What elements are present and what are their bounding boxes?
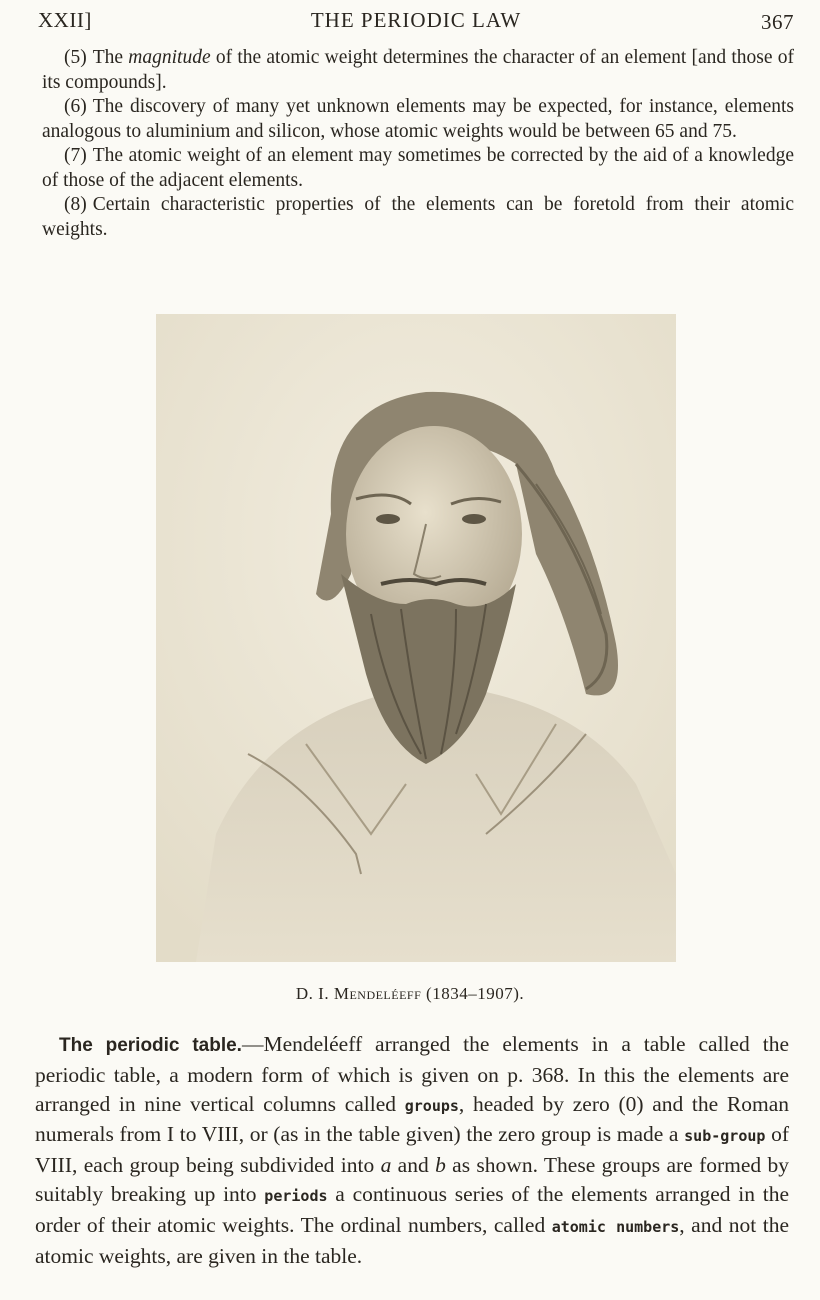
key-term: periods <box>264 1186 328 1205</box>
rule-item: (8) Certain characteristic properties of the elements can be foretold from their atomic weights. <box>42 194 794 240</box>
numbered-rules <box>42 46 794 242</box>
body-paragraph: The periodic table.—Mendeléeff arranged the elements in a table called the periodic table, a modern form of which is given on p. 368. In this the elements are arranged in nine vertical columns called groups, headed by zero (0) and the Roman numerals from I to VIII, or (as in the table given) the zero group is made a sub-group of VIII, each group being subdivided into a and b as shown. These groups are formed by suitably breaking up into periods a continuous series of the elements arranged in the order of their atomic weights. The ordinal numbers, called atomic numbers, and not the atomic weights, are given in the table. <box>35 1032 790 1268</box>
italic-term: magnitude <box>128 47 211 68</box>
rule-number: (8) <box>64 194 87 215</box>
rule-item: (7) The atomic weight of an element may sometimes be corrected by the aid of a knowledge of those of the adjacent elements. <box>42 145 794 191</box>
chapter-number: XXII] <box>38 8 92 32</box>
rule-number: (6) <box>64 96 87 117</box>
portrait-illustration <box>156 314 676 962</box>
running-header <box>38 8 794 38</box>
key-term: atomic numbers <box>551 1217 680 1236</box>
running-title: THE PERIODIC LAW <box>310 8 522 32</box>
section-heading: The periodic table. <box>59 1035 242 1056</box>
key-term: groups <box>404 1096 459 1115</box>
rule-number: (7) <box>64 145 87 166</box>
portrait-photo <box>156 314 676 962</box>
page-number: 367 <box>761 10 794 34</box>
caption-name: Mendeléeff <box>333 984 422 1003</box>
key-term: sub-group <box>684 1127 766 1146</box>
figure-caption: D. I. Mendeléeff (1834–1907). <box>295 984 525 1003</box>
rule-item: (5) The magnitude of the atomic weight determines the character of an element [and those of its compounds]. <box>42 47 794 93</box>
rule-number: (5) <box>64 47 87 68</box>
rule-item: (6) The discovery of many yet unknown elements may be expected, for instance, elements analogous to aluminium and silicon, whose atomic weights would be between 65 and 75. <box>42 96 794 142</box>
